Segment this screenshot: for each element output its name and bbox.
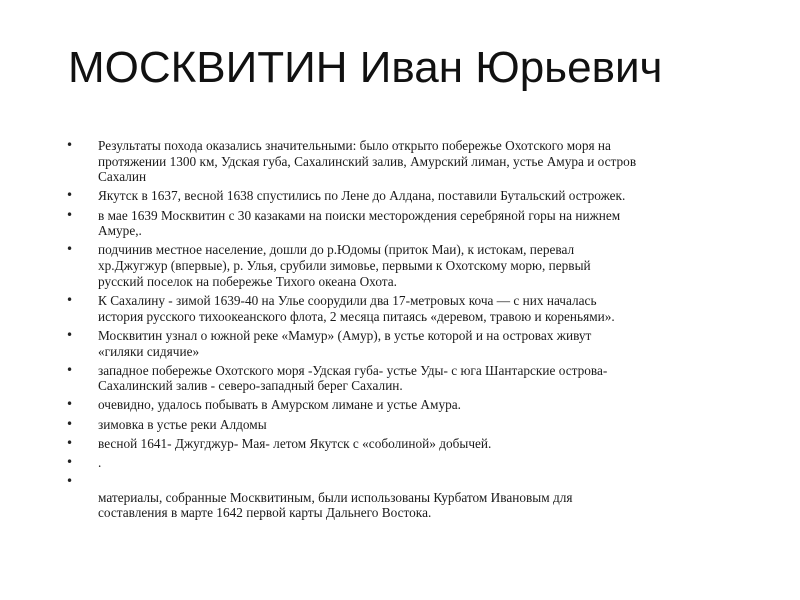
bullet-item xyxy=(66,188,746,204)
bullet-item xyxy=(66,363,746,394)
bullet-text: Якутск в 1637, весной 1638 спустились по Лене до Алдана, поставили Бутальский острожек. xyxy=(98,188,626,204)
bullet-dot-icon: • xyxy=(66,207,74,222)
bullet-dot-icon: • xyxy=(66,242,74,257)
bullet-dot-icon: • xyxy=(66,397,74,412)
bullet-dot-icon: • xyxy=(66,188,74,203)
slide-title: МОСКВИТИН Иван Юрьевич xyxy=(68,43,663,92)
bullet-item xyxy=(66,397,746,413)
bullet-dot-icon: • xyxy=(66,327,74,342)
bullet-text: зимовка в устье реки Алдомы xyxy=(98,416,267,432)
bullet-text: в мае 1639 Москвитин с 30 казаками на поиски месторождения серебряной горы на нижнем Амуре,. xyxy=(98,207,621,239)
bullet-dot-icon: • xyxy=(66,138,74,152)
bullet-list xyxy=(66,138,746,525)
bullet-item xyxy=(66,474,746,521)
bullet-item xyxy=(66,293,746,324)
bullet-text: подчинив местное население, дошли до р.Юдомы (приток Маи), к истокам, перевал хр.Джугжур (впервые), р. Улья, срубили зимовье, первыми к Охотскому морю, первый русский поселок на побережье Тихого океана Охота. xyxy=(98,242,591,289)
bullet-item xyxy=(66,436,746,452)
bullet-text: . xyxy=(98,455,102,471)
bullet-dot-icon: • xyxy=(66,435,74,450)
bullet-item xyxy=(66,417,746,433)
bullet-item xyxy=(66,208,746,239)
bullet-dot-icon: • xyxy=(66,455,74,470)
bullet-text: очевидно, удалось побывать в Амурском лимане и устье Амура. xyxy=(98,397,461,413)
bullet-item xyxy=(66,455,746,471)
bullet-dot-icon: • xyxy=(66,362,74,377)
bullet-item xyxy=(66,328,746,359)
bullet-item xyxy=(66,242,746,289)
bullet-text: западное побережье Охотского моря -Удская губа- устье Уды- с юга Шантарские острова- Сахалинский залив - северо-западный берег Сахалин. xyxy=(98,362,608,394)
bullet-dot-icon: • xyxy=(66,416,74,431)
bullet-dot-icon: • xyxy=(66,293,74,308)
bullet-text: К Сахалину - зимой 1639-40 на Улье соорудили два 17-метровых коча — с них началась история русского тихоокеанского флота, 2 месяца питаясь «деревом, травою и кореньями». xyxy=(98,293,615,324)
bullet-text: Москвитин узнал о южной реке «Мамур» (Амур), в устье которой и на островах живут «гиляки сидячие» xyxy=(98,327,592,359)
bullet-text: весной 1641- Джугджур- Мая- летом Якутск с «соболиной» добычей. xyxy=(98,435,492,451)
bullet-dot-icon: • xyxy=(66,474,74,489)
bullet-text: материалы, собранные Москвитиным, были использованы Курбатом Ивановым для составления в марте 1642 первой карты Дальнего Востока. xyxy=(98,489,573,521)
bullet-text: Результаты похода оказались значительными: было открыто побережье Охотского моря на протяжении 1300 км, Удская губа, Сахалинский залив, Амурский лиман, устье Амура и остров Сахалин xyxy=(98,138,637,185)
bullet-item xyxy=(66,138,746,185)
